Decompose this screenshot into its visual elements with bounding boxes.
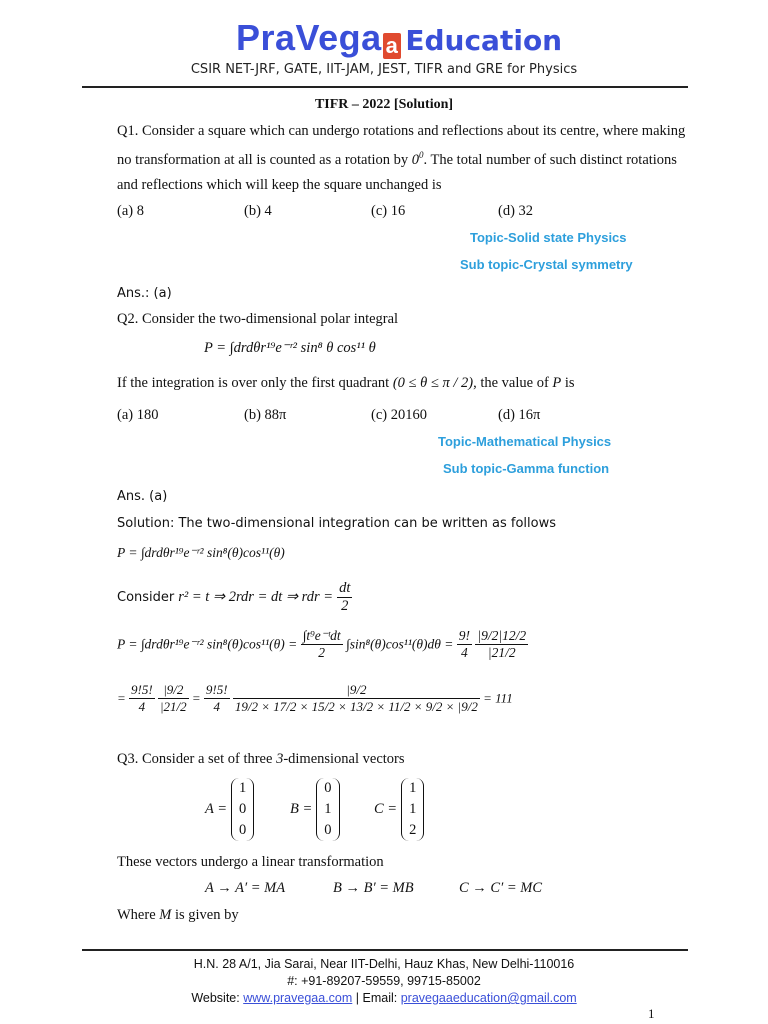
- q3-vector-b: B = 0 1 0: [290, 778, 340, 841]
- q3-map-b: B → B′ = MB: [333, 880, 414, 896]
- logo-box: a: [383, 33, 402, 59]
- q3-intro: Q3. Consider a set of three 3-dimensional vectors: [117, 751, 405, 767]
- q1-line2: no transformation at all is counted as a rotation by $0^0$. The total number of such distinct rotations: [117, 150, 677, 168]
- footer-address: H.N. 28 A/1, Jia Sarai, Near IIT-Delhi, Hauz Khas, New Delhi-110016: [193, 957, 575, 971]
- q2-option-b: (b) 88π: [244, 407, 287, 423]
- logo-prefix: PraVega: [236, 17, 382, 58]
- q3-transform-text: These vectors undergo a linear transformation: [117, 854, 384, 870]
- q1-option-d: (d) 32: [498, 203, 534, 219]
- q2-sol-eq1: P = ∫drdθr¹⁹e⁻ʳ² sin⁸(θ)cos¹¹(θ): [117, 545, 285, 560]
- q2-topic: Topic-Mathematical Physics: [438, 434, 612, 449]
- q1-line3: and reflections which will keep the square unchanged is: [117, 177, 442, 193]
- website-link[interactable]: www.pravegaa.com: [243, 991, 353, 1005]
- q2-var-p: P: [552, 375, 562, 391]
- q2-consider: Consider r² = t ⇒ 2rdr = dt ⇒ rdr = $\frac{dt}{2}$: [117, 580, 351, 614]
- q2-integral: P = ∫drdθr¹⁹e⁻ʳ² sin⁸ θ cos¹¹ θ: [204, 340, 376, 356]
- q3-vector-a: A = 1 0 0: [205, 778, 254, 841]
- footer-divider: [82, 949, 688, 951]
- footer-phone: #: +91-89207-59559, 99715-85002: [287, 974, 481, 988]
- q2-quadrant-range: (0 ≤ θ ≤ π / 2): [392, 375, 474, 391]
- q1-degree: $0^0$: [411, 150, 424, 168]
- q2-option-a: (a) 180: [117, 407, 159, 423]
- q2-solution-intro: Solution: The two-dimensional integration can be written as follows: [117, 516, 556, 531]
- logo-word: Education: [405, 24, 563, 57]
- header-tagline: CSIR NET-JRF, GATE, IIT-JAM, JEST, TIFR and GRE for Physics: [190, 62, 578, 77]
- q2-intro: Q2. Consider the two-dimensional polar integral: [117, 311, 399, 327]
- q1-option-b: (b) 4: [244, 203, 272, 219]
- q2-option-d: (d) 16π: [498, 407, 541, 423]
- q1-option-a: (a) 8: [117, 203, 144, 219]
- page-number: 1: [648, 1006, 655, 1021]
- page-title: TIFR – 2022 [Solution]: [314, 97, 454, 112]
- q3-map-c: C → C′ = MC: [459, 880, 543, 896]
- header-divider: [82, 86, 688, 88]
- q2-answer: Ans. (a): [117, 489, 168, 504]
- q2-consider-fraction: $\frac{dt}{2}$: [339, 580, 351, 614]
- logo: [236, 16, 562, 68]
- q3-map-a: A → A′ = MA: [205, 880, 286, 896]
- q2-condition: If the integration is over only the first quadrant (0 ≤ θ ≤ π / 2), the value of P is: [117, 375, 575, 391]
- q1-answer: Ans.: (a): [117, 286, 172, 301]
- q2-subtopic: Sub topic-Gamma function: [443, 461, 610, 476]
- footer-contact: Website: www.pravegaa.com | Email: pravegaaeducation@gmail.com: [191, 991, 577, 1005]
- email-link[interactable]: pravegaaeducation@gmail.com: [400, 991, 577, 1005]
- q1-line1: Q1. Consider a square which can undergo rotations and reflections about its centre, where making: [117, 123, 686, 139]
- q2-sol-eq3: = $\frac{9!5!}{4}$ $\frac{|9/2}{|21/2}$ = $\frac{9!5!}{4}$ $\frac{|9/2}{19/2 \times 17/2 \times 15/2 \times 13/2 \times 11/2 \times 9/2 \times |9/2}$ = 111: [117, 682, 513, 714]
- q3-vector-c: C = 1 1 2: [374, 778, 424, 841]
- q1-option-c: (c) 16: [371, 203, 406, 219]
- q1-topic: Topic-Solid state Physics: [470, 230, 627, 245]
- q2-option-c: (c) 20160: [371, 407, 427, 423]
- q3-where: Where M is given by: [117, 907, 239, 923]
- q1-subtopic: Sub topic-Crystal symmetry: [460, 257, 633, 272]
- q2-sol-eq2: P = ∫drdθr¹⁹e⁻ʳ² sin⁸(θ)cos¹¹(θ) = $\frac{\text{∫t⁹e⁻ᵗdt}}{2}$ ∫sin⁸(θ)cos¹¹(θ)dθ = $\frac{9!}{4}$ $\frac{|9/2|12/2}{|21/2}$: [117, 628, 527, 660]
